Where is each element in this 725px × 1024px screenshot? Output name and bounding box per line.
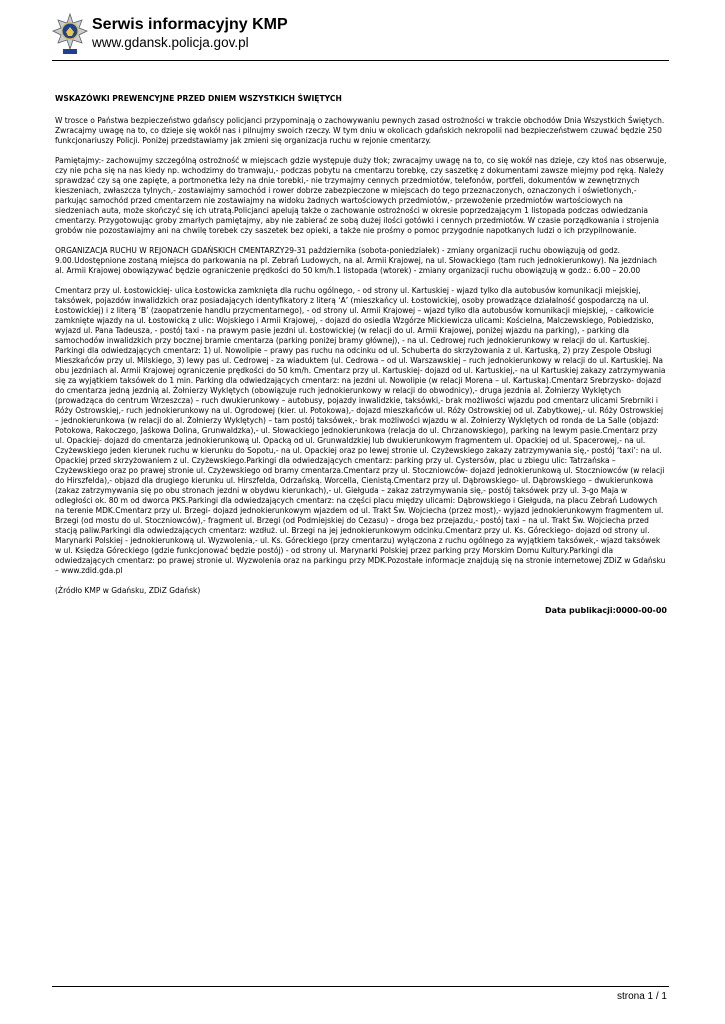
article-body (55, 94, 667, 606)
site-header (52, 12, 288, 56)
article-paragraph-tips: Pamiętajmy:- zachowujmy szczególną ostrożność w miejscach gdzie występuje duży tłok; zwracajmy uwagę na to, co się wokół nas dzieje, czy ktoś nas obserwuje, czy nie pcha się na nas kiedy np. wchodzimy do tramwaju,- podczas pobytu na cmentarzu torebkę, czy saszetkę z dokumentami zawsze miejmy pod ręką. Należy sprawdzać czy są one zapięte, a portmonetka leży na dnie torebki,- nie trzymajmy cennych przedmiotów, telefonów, portfeli, dokumentów w zewnętrznych kieszeniach, zwłaszcza tylnych,- zostawiajmy samochód i rower dobrze zabezpieczone w miejscach do tego przeznaczonych, oznaczonych i oświetlonych,- parkując samochód przed cmentarzem nie zostawiajmy na widoku żadnych wartościowych przedmiotów,- przewożenie przedmiotów wartościowych na siedzeniach auta, może skończyć się ich utratą.Policjanci apelują także o zachowanie ostrożności w okresie poprzedzającym 1 listopada podczas odwiedzania cmentarzy. Przygotowując groby zmarłych pamiętajmy, aby nie zabierać ze sobą dużej ilości gotówki i cennych przedmiotów. W czasie porządkowania i strojenia grobów nie pozostawiajmy ani na chwilę torebek czy saszetek bez opieki, a także nie prośmy o pomoc przygodnie napotkanych ludzi o ich przypilnowanie. (55, 156, 667, 235)
page-number: strona 1 / 1 (616, 991, 667, 1002)
article-paragraph-intro: W trosce o Państwa bezpieczeństwo gdańscy policjanci przypominają o zachowywaniu pewnych zasad ostrożności w trakcie obchodów Dnia Wszystkich Świętych. Zwracajmy uwagę na to, co dzieje się wokół nas i pilnujmy swoich rzeczy. W tym dniu w okolicach gdańskich nekropolii nad bezpieczeństwem czuwać będzie 250 funkcjonariuszy Policji. Poniżej przedstawiamy jak zmieni się organizacja ruchu w rejonie cmentarzy. (55, 116, 665, 145)
article-title: WSKAZÓWKI PREWENCYJNE PRZED DNIEM WSZYSTKICH ŚWIĘTYCH (55, 94, 342, 103)
header-divider (52, 60, 669, 61)
site-url[interactable]: www.gdansk.policja.gov.pl (92, 35, 249, 50)
article-paragraph-traffic: ORGANIZACJA RUCHU W REJONACH GDAŃSKICH CMENTARZY29-31 października (sobota-poniedziałek) - zmiany organizacji ruchu obowiązują od godz. 9.00.Udostępnione zostaną miejsca do parkowania na pl. Zebrań Ludowych, na al. Armii Krajowej, na ul. Słowackiego (tam ruch jednokierunkowy). Na jezdniach al. Armii Krajowej obowiązywać będzie ograniczenie prędkości do 50 km/h.1 listopada (wtorek) - zmiany organizacji ruchu obowiązują w godz.: 6.00 – 20.00 (55, 246, 657, 275)
publication-date: Data publikacji:0000-00-00 (545, 606, 667, 615)
site-title: Serwis informacyjny KMP (92, 16, 288, 33)
footer-divider (52, 986, 669, 987)
article-source: (Źródło KMP w Gdańsku, ZDiZ Gdańsk) (55, 586, 201, 595)
article-paragraph-cemeteries: Cmentarz przy ul. Łostowickiej- ulica Łostowicka zamknięta dla ruchu ogólnego, - od strony ul. Kartuskiej - wjazd tylko dla autobusów komunikacji miejskiej, taksówek, pojazdów inwalidzkich oraz posiadających identyfikatory z literą ‘A’ (mieszkańcy ul. Łostowickiej, osoby prowadzące działalność gospodarczą na ul. Łostowickiej) i z literą ‘B’ (zaopatrzenie handlu przycmentarnego), - od strony ul. Armii Krajowej – wjazd tylko dla autobusów komunikacji miejskiej, - całkowicie zamknięte wjazdy na ul. Łostowicką z ulic: Wojskiego i Armii Krajowej, - dojazd do osiedla Wzgórze Mickiewicza ulicami: Kościelna, Malczewskiego, Pobiedzisko, wyjazd ul. Pana Tadeusza, - postój taxi - na prawym pasie jezdni ul. Łostowickiej (w relacji do ul. Armii Krajowej, poniżej wjazdu na parking), - parking dla samochodów inwalidzkich przy bocznej bramie cmentarza (parking poniżej bramy głównej), - na ul. Cedrowej ruch jednokierunkowy w relacji do ul. Kartuskiej. Parkingi dla odwiedzających cmentarz: 1) ul. Nowolipie – prawy pas ruchu na odcinku od ul. Schuberta do skrzyżowania z ul. Kartuską, 2) przy Zespole Obsługi Mieszkańców przy ul. Milskiego, 3) lewy pas ul. Cedrowej - za wiaduktem (ul. Cedrowa – od ul. Warszawskiej – ruch jednokierunkowy w relacji do ul. Kartuskiej. Na obu jezdniach al. Armii Krajowej ograniczenie prędkości do 50 km/h. Cmentarz przy ul. Kartuskiej- dojazd od ul. Kartuskiej,- na ul Kartuskiej zakazy zatrzymywania się za wyjątkiem taksówek do 1 min. Parking dla odwiedzających cmentarz: na jezdni ul. Nowolipie (w relacji Morena – ul. Kartuska).Cmentarz Srebrzysko- dojazd do cmentarza jedną jezdnią al. Żołnierzy Wyklętych (obowiązuje ruch jednokierunkowy w relacji do obwodnicy),- druga jezdnia al. Żołnierzy Wyklętych (prowadząca do centrum Wrzeszcza) – ruch dwukierunkowy – autobusy, pojazdy inwalidzkie, taksówki,- brak możliwości wjazdu pod cmentarz ulicami Srebrniki i Róży Ostrowskiej,- ruch jednokierunkowy na ul. Ogrodowej (kier. ul. Potokowa),- dojazd mieszkańców ul. Róży Ostrowskiej od ul. Zabytkowej,- ul. Róży Ostrowskiej – jednokierunkowa (w relacji do al. Żołnierzy Wyklętych) – tam postój taksówek,- brak możliwości wjazdu w al. Żołnierzy Wyklętych od ronda de La Salle (objazd: Potokowa, Rakoczego, Jaśkowa Dolina, Grunwaldzka),- ul. Słowackiego jednokierunkowa (relacja do ul. Chrzanowskiego), parking na lewym pasie.Cmentarz przy ul. Opackiej- dojazd do cmentarza jednokierunkową ul. Opacką od ul. Grunwaldzkiej lub dwukierunkowym fragmentem ul. Opackiej od ul. Spacerowej,- na ul. Czyżewskiego jeden kierunek ruchu w kierunku do Sopotu,- na ul. Opackiej oraz po lewej stronie ul. Czyżewskiego zakazy zatrzymywania się,- postój ‘taxi’: na ul. Opackiej przed skrzyżowaniem z ul. Czyżewskiego.Parkingi dla odwiedzających cmentarz: parking przy ul. Cystersów, plac u zbiegu ulic: Tatrzańska – Czyżewskiego oraz po prawej stronie ul. Czyżewskiego od bramy cmentarza.Cmentarz przy ul. Stoczniowców- dojazd jednokierunkową ul. Stoczniowców (w relacji do Hirszfelda),- objazd dla drugiego kierunku ul. Hirszfelda, Odrzańską. Worcella, Cienistą.Cmentarz przy ul. Dąbrowskiego- ul. Dąbrowskiego – dwukierunkowa (zakaz zatrzymywania się po obu stronach jezdni w obydwu kierunkach),- ul. Giełguda – zakaz zatrzymywania się,- postój taksówek przy ul. 3-go Maja w odległości ok. 80 m od dworca PKS.Parkingi dla odwiedzających cmentarz: na części placu między ulicami: Dąbrowskiego i Giełguda, na placu Zebrań Ludowych na terenie MDK.Cmentarz przy ul. Brzegi- dojazd jednokierunkowym wjazdem od ul. Trakt Św. Wojciecha (przez most),- wyjazd jednokierunkowym fragmentem ul. Brzegi (od mostu do ul. Stoczniowców),- fragment ul. Brzegi (od Podmiejskiej do Cezasu) – droga bez przejazdu,- postój taxi – na ul. Trakt Św. Wojciecha przed stacją paliw.Parkingi dla odwiedzających cmentarz: wzdłuż. ul. Brzegi na jej jednokierunkowym odcinku.Cmentarz przy ul. Ks. Góreckiego- dojazd od strony ul. Marynarki Polskiej - jednokierunkową ul. Wyzwolenia,- ul. Ks. Góreckiego (przy cmentarzu) wyłączona z ruchu ogólnego za wyjątkiem taksówek,- wjazd taksówek w ul. Księdza Góreckiego (gdzie funkcjonować będzie postój) - od strony ul. Marynarki Polskiej przez parking przy Morskim Domu Kultury.Parkingi dla odwiedzających cmentarz: po prawej stronie ul. Wyzwolenia oraz na parkingu przy MDK.Pozostałe informacje znajdują się na stronie internetowej ZDiZ w Gdańsku – www.zdid.gda.pl (55, 286, 666, 575)
police-star-logo-icon (52, 13, 88, 55)
